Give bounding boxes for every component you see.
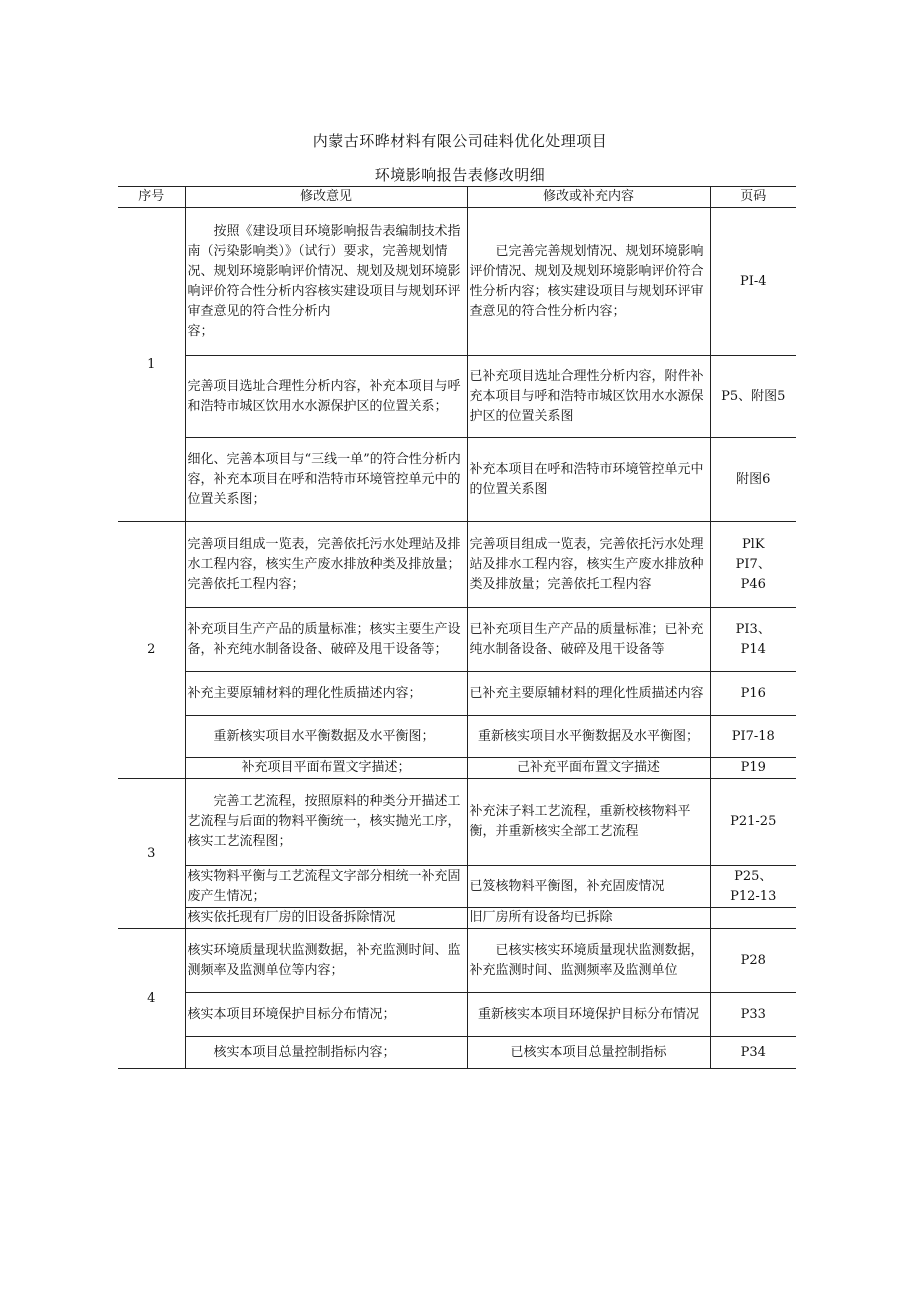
header-number: 序号 bbox=[118, 187, 185, 208]
revision-opinion: 补充项目生产产品的质量标准；核实主要生产设备，补充纯水制备设备、破碎及甩干设备等； bbox=[185, 608, 467, 672]
item-number: 2 bbox=[118, 522, 185, 779]
table-row bbox=[118, 208, 796, 356]
revision-opinion: 核实本项目总量控制指标内容； bbox=[185, 1037, 467, 1069]
revision-opinion: 完善工艺流程，按照原料的种类分开描述工艺流程与后面的物料平衡统一，核实抛光工序，核实工艺流程图； bbox=[185, 779, 467, 866]
page-reference: P5、附图5 bbox=[710, 356, 796, 438]
page-reference: P33 bbox=[710, 993, 796, 1037]
header-opinion: 修改意见 bbox=[185, 187, 467, 208]
revision-opinion: 核实依托现有厂房的旧设备拆除情况 bbox=[185, 908, 467, 929]
revision-content: 已补充项目生产产品的质量标准；已补充纯水制备设备、破碎及甩干设备等 bbox=[467, 608, 710, 672]
page-reference: 附图6 bbox=[710, 438, 796, 522]
item-number: 1 bbox=[118, 208, 185, 522]
table-row bbox=[118, 438, 796, 522]
table-row bbox=[118, 716, 796, 758]
revision-content: 补充本项目在呼和浩特市环境管控单元中的位置关系图 bbox=[467, 438, 710, 522]
page-reference: P21-25 bbox=[710, 779, 796, 866]
page-reference: PlK PI7、 P46 bbox=[710, 522, 796, 608]
document-subtitle: 环境影响报告表修改明细 bbox=[374, 166, 546, 184]
table-row bbox=[118, 779, 796, 866]
page-reference: P34 bbox=[710, 1037, 796, 1069]
document-title: 内蒙古环晔材料有限公司硅料优化处理项目 bbox=[312, 132, 608, 150]
table-row bbox=[118, 608, 796, 672]
revision-opinion: 完善项目选址合理性分析内容，补充本项目与呼和浩特市城区饮用水水源保护区的位置关系； bbox=[185, 356, 467, 438]
revision-opinion: 核实环境质量现状监测数据，补充监测时间、监测频率及监测单位等内容； bbox=[185, 929, 467, 993]
revision-content: 已补充主要原辅材料的理化性质描述内容 bbox=[467, 672, 710, 716]
table-row bbox=[118, 758, 796, 779]
revision-opinion: 补充项目平面布置文字描述； bbox=[185, 758, 467, 779]
revision-content: 己补充平面布置文字描述 bbox=[467, 758, 710, 779]
header-content: 修改或补充内容 bbox=[467, 187, 710, 208]
revision-opinion: 核实物料平衡与工艺流程文字部分相统一补充固废产生情况； bbox=[185, 866, 467, 908]
revision-content: 已核实核实环境质量现状监测数据，补充监测时间、监测频率及监测单位 bbox=[467, 929, 710, 993]
revision-content: 已补充项目选址合理性分析内容，附件补充本项目与呼和浩特市城区饮用水水源保护区的位置关系图 bbox=[467, 356, 710, 438]
table-row bbox=[118, 908, 796, 929]
page-reference: P28 bbox=[710, 929, 796, 993]
revision-table bbox=[118, 186, 796, 1069]
item-number: 3 bbox=[118, 779, 185, 929]
page-reference: P16 bbox=[710, 672, 796, 716]
page-reference bbox=[710, 908, 796, 929]
page-reference: P19 bbox=[710, 758, 796, 779]
revision-content: 补充沫子料工艺流程，重新校核物料平衡，并重新核实全部工艺流程 bbox=[467, 779, 710, 866]
table-header-row bbox=[118, 187, 796, 208]
table-row bbox=[118, 929, 796, 993]
page-reference: PI7-18 bbox=[710, 716, 796, 758]
table-row bbox=[118, 993, 796, 1037]
revision-content: 完善项目组成一览表，完善依托污水处理站及排水工程内容，核实生产废水排放种类及排放量；完善依托工程内容 bbox=[467, 522, 710, 608]
page-reference: PI3、 P14 bbox=[710, 608, 796, 672]
revision-content: 已核实本项目总量控制指标 bbox=[467, 1037, 710, 1069]
revision-content: 旧厂房所有设备均已拆除 bbox=[467, 908, 710, 929]
revision-opinion: 按照《建设项目环境影响报告表编制技术指南（污染影响类）》（试行）要求，完善规划情况、规划环境影响评价情况、规划及规划环境影响评价符合性分析内容核实建设项目与规划环评审查意见的符合性分析内 容； bbox=[185, 208, 467, 356]
header-page: 页码 bbox=[710, 187, 796, 208]
table-row bbox=[118, 1037, 796, 1069]
revision-opinion: 核实本项目环境保护目标分布情况； bbox=[185, 993, 467, 1037]
revision-content: 重新核实本项目环境保护目标分布情况 bbox=[467, 993, 710, 1037]
item-number: 4 bbox=[118, 929, 185, 1069]
revision-opinion: 完善项目组成一览表，完善依托污水处理站及排水工程内容，核实生产废水排放种类及排放量；完善依托工程内容； bbox=[185, 522, 467, 608]
revision-opinion: 重新核实项目水平衡数据及水平衡图； bbox=[185, 716, 467, 758]
table-row bbox=[118, 356, 796, 438]
table-row bbox=[118, 522, 796, 608]
table-row bbox=[118, 672, 796, 716]
page-reference: PI-4 bbox=[710, 208, 796, 356]
revision-opinion: 补充主要原辅材料的理化性质描述内容； bbox=[185, 672, 467, 716]
table-row bbox=[118, 866, 796, 908]
revision-content: 已完善完善规划情况、规划环境影响评价情况、规划及规划环境影响评价符合性分析内容；核实建设项目与规划环评审查意见的符合性分析内容； bbox=[467, 208, 710, 356]
revision-content: 重新核实项目水平衡数据及水平衡图； bbox=[467, 716, 710, 758]
page-reference: P25、 P12-13 bbox=[710, 866, 796, 908]
revision-content: 已笈核物料平衡图，补充固废情况 bbox=[467, 866, 710, 908]
revision-opinion: 细化、完善本项目与“三线一单”的符合性分析内容，补充本项目在呼和浩特市环境管控单元中的位置关系图； bbox=[185, 438, 467, 522]
